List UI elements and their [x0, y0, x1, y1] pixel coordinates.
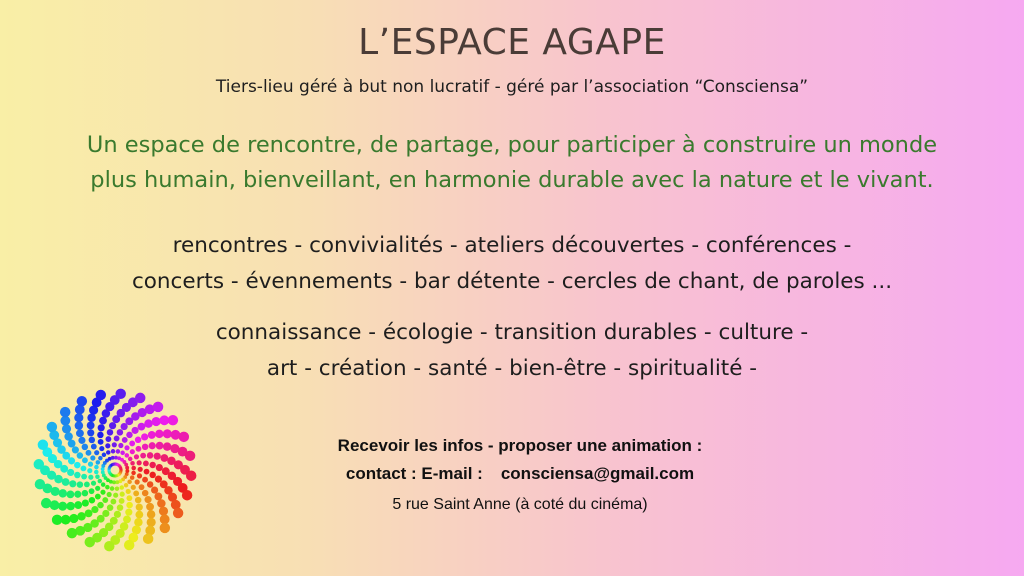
- contact-heading: Recevoir les infos - proposer une animation :: [337, 436, 703, 455]
- contact-email-line: [250, 460, 790, 488]
- email-link[interactable]: consciensa@gmail.com: [500, 464, 695, 483]
- activities-list: [30, 228, 994, 300]
- address: 5 rue Saint Anne (à coté du cinéma): [392, 496, 648, 513]
- rainbow-spiral-mandala-icon: [33, 388, 197, 552]
- subtitle: Tiers-lieu géré à but non lucratif - géré par l’association “Consciensa”: [215, 77, 809, 97]
- themes-line-1: connaissance - écologie - transition durables - culture -: [215, 320, 809, 345]
- themes-line-2: art - création - santé - bien-être - spiritualité -: [266, 356, 758, 381]
- page-title: L’ESPACE AGAPE: [358, 22, 666, 63]
- mission-line-1: Un espace de rencontre, de partage, pour participer à construire un monde: [86, 132, 938, 158]
- themes-list: [30, 315, 994, 387]
- contact-block: [250, 432, 790, 522]
- mission-line-2: plus humain, bienveillant, en harmonie durable avec la nature et le vivant.: [90, 167, 934, 193]
- mission-statement: [30, 128, 994, 198]
- activities-line-2: concerts - évennements - bar détente - cercles de chant, de paroles ...: [131, 269, 893, 294]
- email-label: contact : E-mail :: [345, 464, 483, 483]
- activities-line-1: rencontres - convivialités - ateliers découvertes - conférences -: [172, 233, 852, 258]
